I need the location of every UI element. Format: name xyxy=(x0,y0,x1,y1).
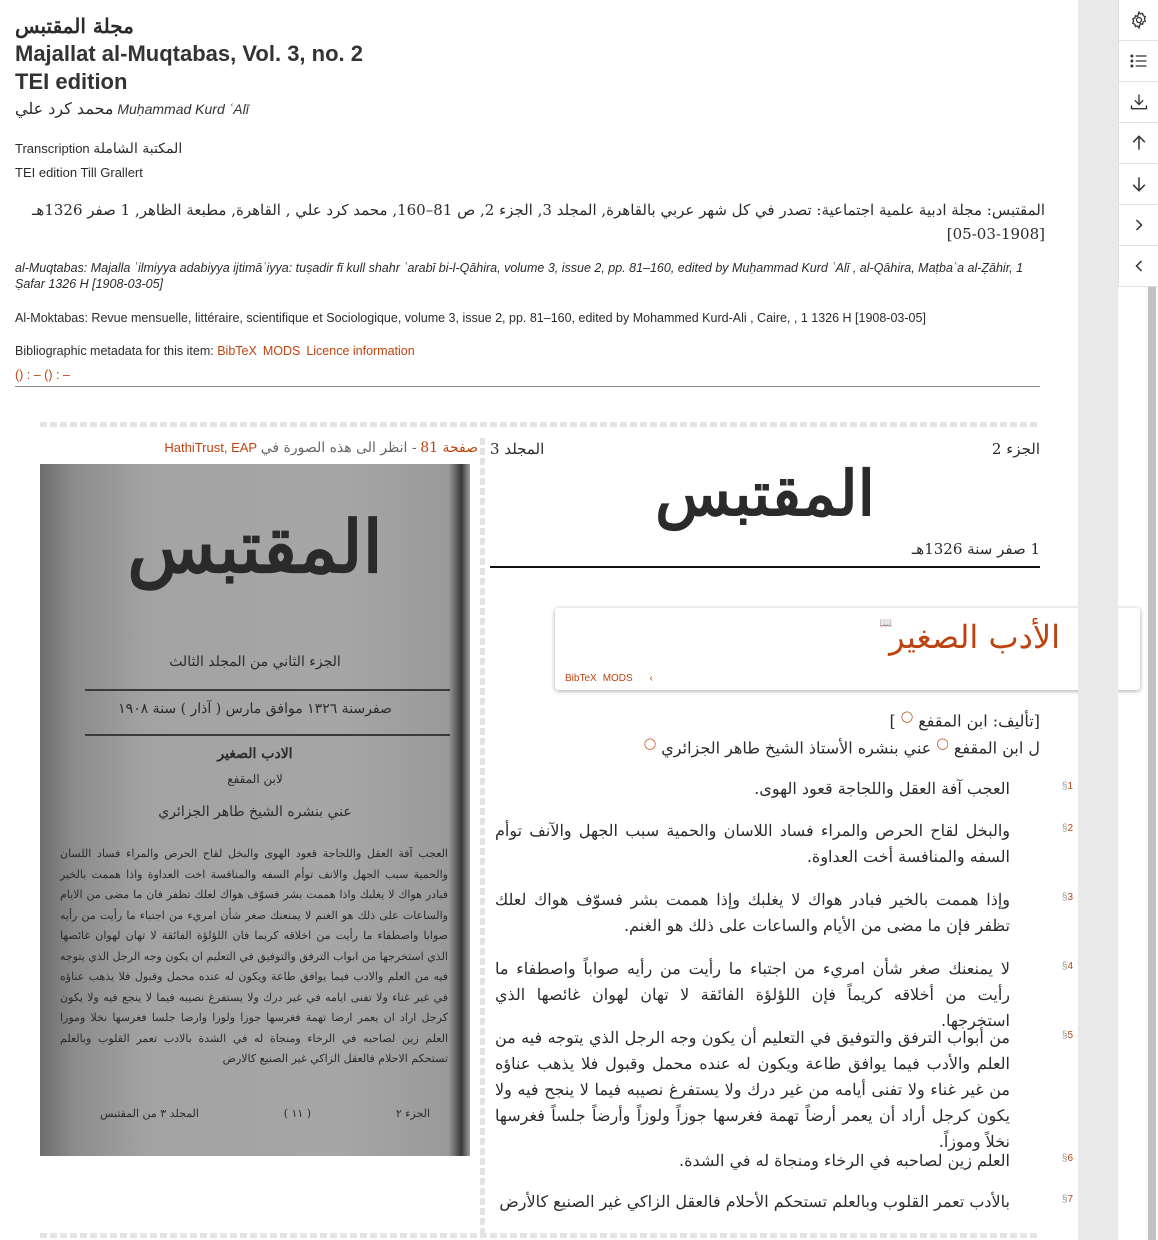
byline-author xyxy=(890,710,1041,730)
author xyxy=(15,98,1045,120)
download-icon xyxy=(1129,92,1149,112)
person-icon[interactable]: ◯ xyxy=(936,737,949,750)
paragraph xyxy=(495,887,1073,939)
facsimile-footer-right: الجزء ٢ xyxy=(395,1107,430,1120)
download-button[interactable] xyxy=(1119,82,1158,123)
list-icon xyxy=(1129,51,1149,71)
transcription-label: Transcription xyxy=(15,141,90,156)
arrow-up-icon xyxy=(1129,133,1149,153)
issue-number: الجزء 2 xyxy=(991,440,1040,458)
paragraph xyxy=(495,1189,1073,1215)
facsimile-rule xyxy=(85,734,450,736)
section-divider xyxy=(40,422,1040,427)
volume-number: المجلد 3 xyxy=(490,440,545,458)
masthead: المقتبس xyxy=(655,457,875,530)
byline-editor-text: عني بنشره الأستاذ الشيخ طاهر الجزائري xyxy=(661,738,932,758)
page-number-link[interactable]: صفحة 81 xyxy=(420,440,478,456)
transcription-credit xyxy=(15,140,1045,158)
article-heading-card xyxy=(555,608,1140,690)
facsimile-image[interactable] xyxy=(40,464,470,1156)
article-title: الأدب الصغير xyxy=(889,618,1060,656)
column-divider xyxy=(480,438,485,1238)
paragraph-number[interactable]: §5 xyxy=(1061,1030,1073,1041)
facsimile-logo: المقتبس xyxy=(127,504,383,589)
title-arabic: مجلة المقتبس xyxy=(15,14,134,38)
paragraph-text: العجب آفة العقل واللجاجة قعود الهوى. xyxy=(754,779,1010,798)
paragraph-text: لا يمنعنك صغر شأن امريء من اجتباء ما رأيت من رأيه صواباً واصطفاء ما رأيت من أخلاقه كريماً فإن اللؤلؤة الفائقة لا تهان لهوان غائصها الذي استخرجها. xyxy=(495,959,1010,1030)
paragraph-text: بالأدب تعمر القلوب وبالعلم تستحكم الأحلام فالعقل الزاكي غير الصنيع كالأرض xyxy=(499,1192,1010,1211)
issue-date: 1 صفر سنة 1326هـ xyxy=(490,540,1040,568)
bibtex-link[interactable]: BibTeX xyxy=(217,344,257,358)
citation-transliterated: al-Muqtabas: Majalla ʿilmiyya adabiyya ijtimāʿiyya: tuṣadir fī kull shahr ʿarabī bi-l-Qāhira, volume 3, issue 2, pp. 81–160, edited by Muḥammad Kurd ʿAlī , al-Qāhira, Maṭbaʿa al-Ẓāhir, 1 Ṣafar 1326 H [1908-03-05] xyxy=(15,261,1024,291)
byline-close-bracket: ] xyxy=(889,711,896,731)
scroll-bottom-button[interactable] xyxy=(1119,164,1158,205)
article-mods-link[interactable]: MODS xyxy=(602,673,633,684)
byline-author-ref: ل ابن المقفع xyxy=(953,738,1040,758)
author-transliterated: Muḥammad Kurd ʿAlī xyxy=(117,101,249,117)
chevron-left-icon[interactable]: ‹ xyxy=(649,673,653,684)
facsimile-editor: عني بنشره الشيخ طاهر الجزائري xyxy=(158,804,352,820)
byline-editor xyxy=(644,737,1040,757)
image-source-links[interactable]: HathiTrust, EAP xyxy=(164,440,258,455)
article-bib-links xyxy=(565,673,653,684)
facsimile-caption xyxy=(40,440,478,456)
licence-link[interactable]: Licence information xyxy=(306,344,415,358)
facsimile-article-title: الادب الصغير xyxy=(217,746,293,762)
paragraph xyxy=(495,818,1073,870)
paragraph-number[interactable]: §3 xyxy=(1061,892,1073,903)
paragraph-text: والبخل لقاح الحرص والمراء فساد اللاسان والحمية سبب الجهل والآنف توأم السفه والمنافسة أخت العداوة. xyxy=(495,821,1010,866)
facsimile-author: لابن المقفع xyxy=(227,772,283,786)
transcription-source: المكتبة الشاملة xyxy=(93,141,183,157)
facsimile-issue-line: الجزء الثاني من المجلد الثالث xyxy=(169,654,341,670)
person-icon[interactable]: ◯ xyxy=(643,737,657,750)
section-divider xyxy=(40,1233,1040,1238)
facsimile-footer-center: ( ١١ ) xyxy=(283,1107,312,1120)
facsimile-footer xyxy=(100,1107,430,1120)
pagebreak-marker[interactable]: () : – () : – xyxy=(15,368,1040,387)
facsimile-date-line: صفرسنة ١٣٢٦ موافق مارس ( آذار ) سنة ١٩٠٨ xyxy=(118,701,392,717)
side-toolbar xyxy=(1118,0,1158,287)
paragraph-text: العلم زين لصاحبه في الرخاء ومنجاة له في الشدة. xyxy=(679,1151,1010,1170)
mods-link[interactable]: MODS xyxy=(262,344,301,358)
article-bibtex-link[interactable]: BibTeX xyxy=(565,673,597,684)
gear-icon xyxy=(1129,10,1149,30)
facsimile-body: العجب آفة العقل واللجاجة قعود الهوى والبخل لقاح الحرص والمراء فساد اللسان والحمية سبب الجهل والانف توأم السفه والمنافسة اخت العداوة واذا هممت بالخير فبادر هواك لا يغلبك واذا هممت بشر فسوّف هواك لعلك تظفر فان ما مضى من الايام والساعات على ذلك هو الغنم لا يمنعنك صغر شأن امريء من اجتباء ما رأيت من رأيه صوابا واصطفاء ما رأيت من اخلاقه كريما فان اللؤلؤة الفائقة لا تهان لهوان غائصها الذي استخرجها من ابواب الترفق والتوفيق في التعليم ان يكون وجه الرجل الذي يتوجه فيه من العلم والادب فيما يوافق طاعة ويكون له عنده محمل وقبول فلا يذهب عناؤه في غير غناء ولا تفنى ايامه في غير درك ولا يستفرغ نصيبه فيما لا ينجع فيه ولا يكون كرجل اراد ان يعمر ارضا تهمة فغرسها جوزا ولوزا وارضا جلسا فغرسها نخلا وموزا العلم زين لصاحبه في الرخاء ومنجاة له في الشدة بالادب تعمر القلوب وبالعلم تستحكم الاحلام فالعقل الزاكي غير الصنيع كالارض xyxy=(60,847,448,1065)
paragraph-number[interactable]: §1 xyxy=(1061,781,1073,792)
scroll-top-button[interactable] xyxy=(1119,123,1158,164)
transcription-column xyxy=(490,440,1040,568)
paragraph xyxy=(495,1148,1073,1174)
paragraph-text: من أبواب الترفق والتوفيق في التعليم أن يكون وجه الرجل الذي يتوجه فيه من العلم والأدب فيما يوافق طاعة ويكون له عنده محمل وقبول فلا يذهب عناؤه من غير غناء ولا تفنى أيامه من غير درك ولا يستفرغ نصيبه فيما لا ينجح فيه ولا يكون كرجل أراد أن يعمر أرضاً تهمة فغرسها جوزاً ولوزاً وأرضاً جلساً فغرسها نخلاً وموزاً. xyxy=(495,1028,1010,1151)
chevron-left-icon xyxy=(1129,256,1149,276)
title-english: Majallat al-Muqtabas, Vol. 3, no. 2 xyxy=(15,41,363,66)
arrow-down-icon xyxy=(1129,174,1149,194)
paragraph-number[interactable]: §6 xyxy=(1061,1153,1073,1164)
subtitle: TEI edition xyxy=(15,69,128,94)
document-header xyxy=(15,12,1045,387)
paragraph-text: وإذا هممت بالخير فبادر هواك لا يغلبك وإذا هممت بشر فسوّف هواك لعلك تظفر فإن ما مضى من الأيام والساعات على ذلك هو الغنم. xyxy=(495,890,1010,935)
biblio-label: Bibliographic metadata for this item: xyxy=(15,344,214,358)
facsimile-rule xyxy=(85,689,450,691)
paragraph xyxy=(495,776,1073,802)
citation-french: Al-Moktabas: Revue mensuelle, littéraire, scientifique et Sociologique, volume 3, issue 2, pp. 81–160, edited by Mohammed Kurd-Ali , Caire, , 1 1326 H [1908-03-05] xyxy=(15,311,926,325)
right-gutter xyxy=(1078,0,1118,1240)
previous-button[interactable] xyxy=(1119,246,1158,287)
person-icon[interactable]: ◯ xyxy=(900,710,914,723)
citation-arabic: المقتبس: مجلة ادبية علمية اجتماعية: تصدر في كل شهر عربي بالقاهرة, المجلد 3, الجزء 2, ص 81–160, محمد كرد علي , القاهرة, مطبعة الظاهر, 1 صفر 1326هـ [1908-03-05] xyxy=(32,201,1045,243)
next-button[interactable] xyxy=(1119,205,1158,246)
book-icon[interactable]: 📖 xyxy=(879,618,892,629)
author-arabic: محمد كرد علي xyxy=(15,99,114,118)
bibliographic-metadata xyxy=(15,344,1045,358)
paragraph-number[interactable]: §7 xyxy=(1061,1194,1073,1205)
chevron-right-icon xyxy=(1129,215,1149,235)
byline-author-text: [تأليف: ابن المقفع xyxy=(918,711,1040,731)
scrollbar-thumb[interactable] xyxy=(1148,278,1156,1240)
toc-button[interactable] xyxy=(1119,41,1158,82)
paragraph-number[interactable]: §4 xyxy=(1061,961,1073,972)
settings-button[interactable] xyxy=(1119,0,1158,41)
tei-edition-credit: TEI edition Till Grallert xyxy=(15,165,143,180)
paragraph-number[interactable]: §2 xyxy=(1061,823,1073,834)
paragraph xyxy=(495,956,1073,1034)
see-image-text: - انظر الى هذه الصورة في xyxy=(260,440,417,456)
paragraph xyxy=(495,1025,1073,1155)
facsimile-footer-left: المجلد ٣ من المقتبس xyxy=(100,1107,199,1120)
